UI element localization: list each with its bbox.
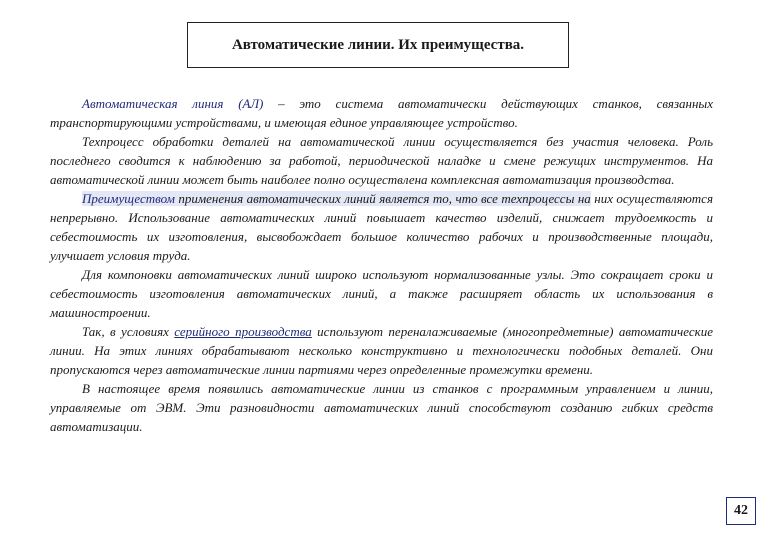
- slide-title: Автоматические линии. Их преимущества.: [187, 22, 569, 68]
- advantages-highlight-text: применения автоматических линий является то, что все техпроцессы на: [174, 191, 591, 206]
- paragraph-modern: В настоящее время появились автоматические линии из станков с программным управлением и линии, управляемые от ЭВМ. Эти разновидности автоматических линий способствуют созданию гибких средств автоматизации.: [50, 381, 713, 434]
- advantages-highlight: [82, 191, 591, 206]
- paragraph-layout: Для компоновки автоматических линий широко используют нормализованные узлы. Это сокращает сроки и себестоимость изготовления автоматических линий, а также расширяет область их использования в машиностроении.: [50, 267, 713, 320]
- term-automatic-line: Автоматическая линия (АЛ): [82, 96, 264, 111]
- paragraph-serial: [50, 322, 713, 379]
- paragraph-serial-text: используют переналаживаемые (многопредметные) автоматические линии. На этих линиях обрабатывают несколько конструктивно и технологически подобных деталей. Они пропускаются через автоматические линии партиями через определенные промежутки времени.: [50, 324, 713, 377]
- term-advantage: Преимуществом: [82, 191, 175, 206]
- paragraph-process: Техпроцесс обработки деталей на автоматической линии осуществляется без участия человека. Роль последнего сводится к наблюдению за работой, периодической наладке и смене режущих инструментов. На автоматической линии может быть наиболее полно осуществлена комплексная автоматизация производства.: [50, 134, 713, 187]
- term-serial-production: серийного производства: [174, 324, 312, 339]
- paragraph-advantages-text: них осуществляются непрерывно. Использование автоматических линий повышает качество изделий, снижает трудоемкость и себестоимость их изготовления, высвобождает большое количество рабочих и производственные площади, улучшает условия труда.: [50, 191, 713, 263]
- paragraph-serial-start: Так, в условиях: [82, 324, 175, 339]
- slide-body: [50, 94, 713, 436]
- page-number: 42: [726, 497, 756, 525]
- paragraph-definition: [50, 94, 713, 132]
- paragraph-advantages: [50, 189, 713, 265]
- paragraph-definition-text: – это система автоматически действующих станков, связанных транспортирующими устройствами, и имеющая единое управляющее устройство.: [50, 96, 713, 130]
